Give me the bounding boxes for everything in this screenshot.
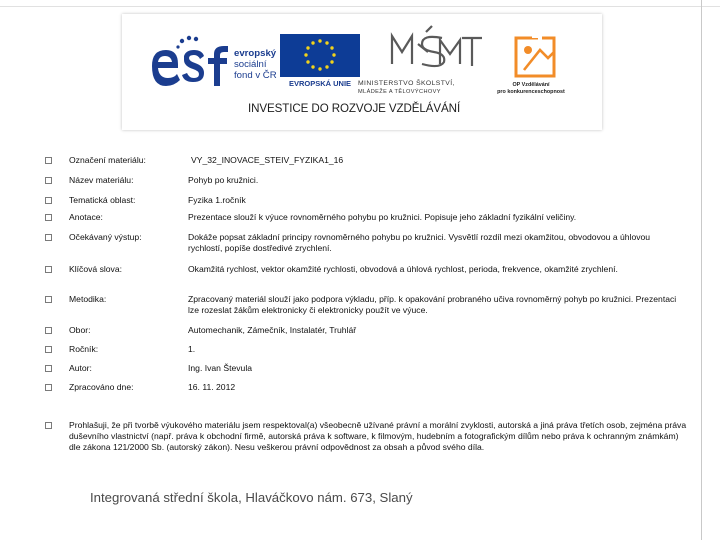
item-key: Autor:: [69, 363, 92, 373]
item-value: VY_32_INOVACE_STEIV_FYZIKA1_16: [191, 155, 344, 165]
bullet-icon: [45, 266, 52, 273]
bullet-icon: [45, 327, 52, 334]
bullet-icon: [45, 422, 52, 429]
bullet-icon: [45, 365, 52, 372]
msmt-text: [358, 80, 478, 96]
bullet-icon: [45, 346, 52, 353]
declaration-text: Prohlašuji, že při tvorbě výukového materiálu jsem respektoval(a) všeobecně užívané právní a morální zvyklosti, autorská a jiná práva třetích osob, zejména práva duševního vlastnictví (např. práva k obchodní firmě, autorská práva k software, k filmovým, hudebním a fotografickým dílům nebo práva k ochranným známkám) dle zákona 121/2000 Sb. (autorský zákon). Nesu veškerou právní odpovědnost za obsah a původ svého díla.: [69, 420, 687, 452]
eu-flag: [280, 34, 360, 77]
item-value: Zpracovaný materiál slouží jako podpora výkladu, příp. k opakování probraného učiva rovnoměrný pohyb po kružnici. Prezentaci lze rozeslat žákům elektronicky či elektronicky použít ve výuce.: [188, 294, 677, 315]
item-value: Pohyb po kružnici.: [188, 175, 259, 185]
item-value: Dokáže popsat základní principy rovnoměrného pohybu po kružnici. Vysvětlí rozdíl mezi okamžitou, obvodovou a úhlovou rychlostí, popíše dostředivé zrychlení.: [188, 232, 651, 253]
op-line-2: pro konkurenceschopnost: [497, 89, 565, 95]
item-value: Automechanik, Zámečník, Instalatér, Truhlář: [188, 325, 357, 335]
esf-text-1: evropský: [234, 48, 277, 59]
eu-label: EVROPSKÁ UNIE: [288, 79, 352, 88]
op-line-1: OP Vzdělávání: [512, 82, 550, 88]
item-value: Ing. Ivan Števula: [188, 363, 253, 373]
right-divider: [701, 0, 702, 540]
esf-logo: [146, 36, 228, 91]
op-text: [489, 82, 573, 96]
banner-caption: INVESTICE DO ROZVOJE VZDĚLÁVÁNÍ: [248, 102, 461, 115]
item-value: Fyzika 1.ročník: [188, 195, 246, 205]
bullet-icon: [45, 157, 52, 164]
item-key: Klíčová slova:: [69, 264, 123, 274]
item-key: Anotace:: [69, 212, 103, 222]
item-key: Očekávaný výstup:: [69, 232, 142, 242]
esf-text-2: sociální: [234, 59, 267, 70]
item-value: Prezentace slouží k výuce rovnoměrného pohybu po kružnici. Popisuje jeho základní fyzikální veličiny.: [188, 212, 577, 222]
item-key: Obor:: [69, 325, 91, 335]
school-footer: Integrovaná střední škola, Hlaváčkovo nám. 673, Slaný: [90, 490, 413, 505]
item-key: Tematická oblast:: [69, 195, 136, 205]
item-key: Název materiálu:: [69, 175, 134, 185]
logo-banner: [122, 14, 602, 130]
bullet-icon: [45, 234, 52, 241]
msmt-line-1: MINISTERSTVO ŠKOLSTVÍ,: [358, 80, 455, 87]
bullet-icon: [45, 384, 52, 391]
item-key: Označení materiálu:: [69, 155, 146, 165]
bullet-icon: [45, 197, 52, 204]
msmt-logo: [392, 26, 482, 66]
item-value: 1.: [188, 344, 196, 354]
msmt-line-2: MLÁDEŽE A TĚLOVÝCHOVY: [358, 89, 441, 95]
item-value: Okamžitá rychlost, vektor okamžité rychlosti, obvodová a úhlová rychlost, perioda, frekvence, okamžité zrychlení.: [188, 264, 618, 274]
item-key: Zpracováno dne:: [69, 382, 134, 392]
item-value: 16. 11. 2012: [188, 382, 236, 392]
bullet-icon: [45, 296, 52, 303]
op-vzdelavani-logo: [516, 36, 554, 76]
top-divider: [0, 6, 720, 7]
bullet-icon: [45, 177, 52, 184]
esf-text-3: fond v ČR: [234, 70, 277, 81]
item-key: Metodika:: [69, 294, 107, 304]
item-key: Ročník:: [69, 344, 99, 354]
bullet-icon: [45, 214, 52, 221]
